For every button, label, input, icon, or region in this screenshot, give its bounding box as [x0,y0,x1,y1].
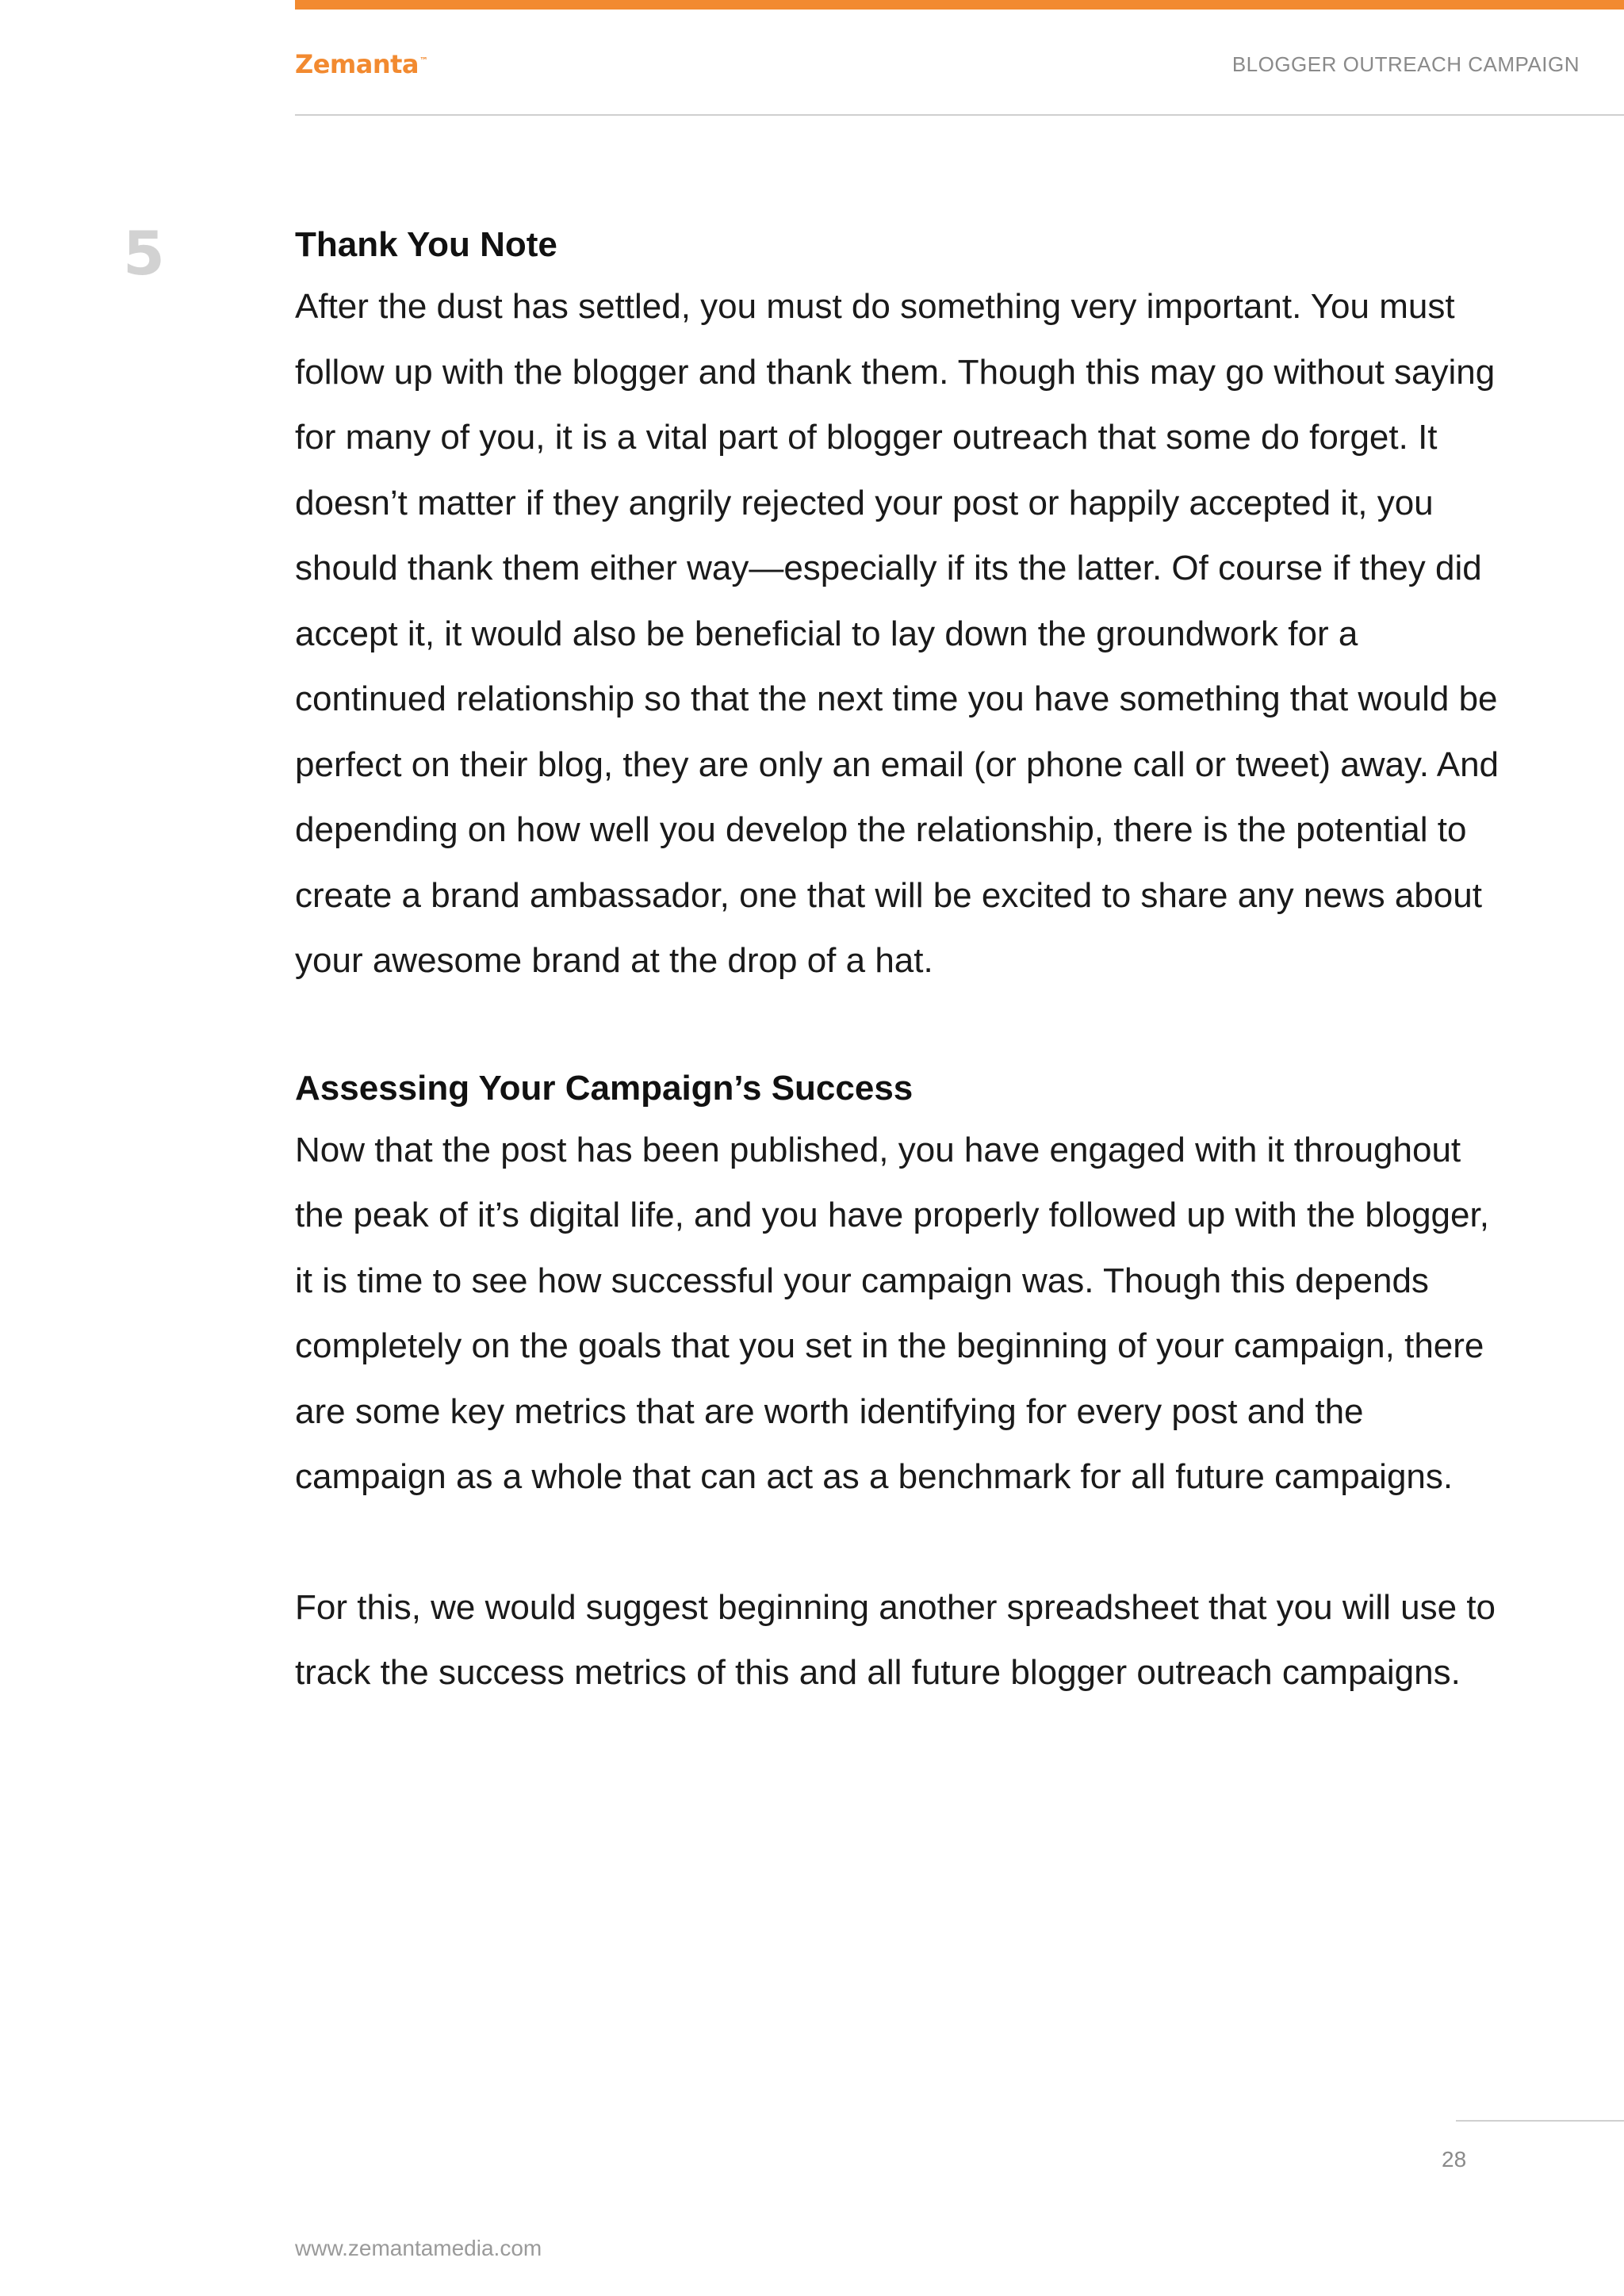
heading-thank-you-note: Thank You Note [295,225,557,264]
header-divider [295,114,1624,116]
paragraph-spreadsheet-suggestion: For this, we would suggest beginning another spreadsheet that you will use to track the success metrics of this and all future blogger outreach campaigns. [295,1587,1496,1692]
logo-trademark: ™ [419,55,428,67]
block-spacer [295,994,1516,1059]
section-content [295,216,1516,1706]
zemanta-logo [295,49,428,79]
paragraph-thank-you-note: After the dust has settled, you must do something very important. You must follow up with the blogger and thank them. Though this may go without saying for many of you, it is a vital part of blogger outreach that some do forget. It doesn’t matter if they angrily rejected your post or happily accepted it, you should thank them either way—especially if its the latter. Of course if they did accept it, it would also be beneficial to lay down the groundwork for a continued relationship so that the next time you have something that would be perfect on their blog, they are only an email (or phone call or tweet) away. And depending on how well you develop the relationship, there is the potential to create a brand ambassador, one that will be excited to share any news about your awesome brand at the drop of a hat. [295,287,1500,980]
footer-divider [1456,2120,1624,2122]
page-number: 28 [1442,2147,1467,2172]
logo-text: Zemanta [295,49,419,79]
accent-top-bar [295,0,1624,10]
paragraph-assessing-success: Now that the post has been published, you have engaged with it throughout the peak of it’s digital life, and you have properly followed up with the blogger, it is time to see how successful your campaign was. Though this depends completely on the goals that you set in the beginning of your campaign, there are some key metrics that are worth identifying for every post and the campaign as a whole that can act as a benchmark for all future campaigns. [295,1130,1489,1496]
heading-assessing-success: Assessing Your Campaign’s Success [295,1068,914,1108]
document-title: BLOGGER OUTREACH CAMPAIGN [1231,52,1580,76]
website-link[interactable]: www.zemantamedia.com [295,2236,542,2260]
paragraph-spacer [295,1510,1516,1575]
section-number: 5 [123,218,165,289]
